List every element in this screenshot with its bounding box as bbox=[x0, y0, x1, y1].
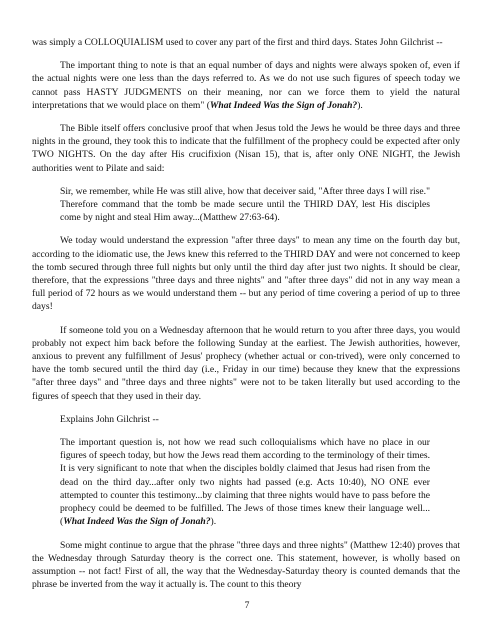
paragraph-gilchrist-quote-end bbox=[32, 59, 460, 112]
paragraph-intro: was simply a COLLOQUIALISM used to cover any part of the first and third days. States John Gilchrist -- bbox=[32, 37, 443, 48]
quote-text: The important question is, not how we read such colloquialisms which have no place in our figures of speech today, but how the Jews read them according to the terminology of their times. It is very significant to note that when the disciples boldly claimed that Jesus had risen from the dead on the third day...after only two nights had passed (e.g. Acts 10:40), NO ONE ever attempted to counter this testimony...by claiming that three nights would have to pass before the prophecy could be deemed to be fulfilled. The Jews of those times knew their language well...( bbox=[60, 437, 430, 528]
paragraph-wednesday-saturday-theory: Some might continue to argue that the phrase "three days and three nights" (Matthew 12:40) proves that the Wednesday through Saturday theory is the correct one. This statement, however, is wholly based on assumption -- not fact! First of all, the way that the Wednesday-Saturday theory is counted demands that the phrase be inverted from the way it actually is. The count to this theory bbox=[32, 539, 460, 591]
page-number: 7 bbox=[244, 600, 250, 611]
paragraph-after-three-days: We today would understand the expression "after three days" to mean any time on the fourth day but, according to the idiomatic use, the Jews knew this referred to the THIRD DAY and were not concerned to keep the tomb secured through three full nights but only until the third day after just two nights. It should be clear, therefore, that the expressions "three days and three nights" and "after three days" did not in any way mean a full period of 72 hours as we would understand them -- but any period of time covering a period of up to three days! bbox=[32, 235, 460, 313]
block-quote-gilchrist bbox=[60, 436, 430, 528]
paragraph-wednesday-example: If someone told you on a Wednesday afternoon that he would return to you after three days, you would probably not expect him back before the following Sunday at the earliest. The Jewish authorities, however, anxious to prevent any fulfillment of Jesus' prophecy (whether actual or con-trived), were only concerned to have the tomb secured until the third day (i.e., Friday in our time) because they knew that the expressions "after three days" and "three days and three nights" were not to be taken literally but used according to the figures of speech that they used in their day. bbox=[32, 324, 460, 402]
citation-closing: ). bbox=[210, 516, 217, 528]
block-quote-matthew: Sir, we remember, while He was still alive, how that deceiver said, "After three days I will rise." Therefore command that the tomb be made secure until the THIRD DAY, lest His disciples come by night and steal Him away...(Matthew 27:63-64). bbox=[60, 185, 430, 224]
document-page bbox=[32, 36, 460, 601]
citation-title: What Indeed Was the Sign of Jonah? bbox=[209, 99, 358, 111]
paragraph-bible-proof: The Bible itself offers conclusive proof that when Jesus told the Jews he would be three days and three nights in the ground, they took this to indicate that the fulfillment of the prophecy could be expected after only TWO NIGHTS. On the day after His crucifixion (Nisan 15), that is, after only ONE NIGHT, the Jewish authorities went to Pilate and said: bbox=[32, 123, 460, 174]
paragraph-explains-gilchrist: Explains John Gilchrist -- bbox=[60, 413, 159, 425]
citation-closing: ). bbox=[357, 99, 363, 111]
paragraph-text: The important thing to note is that an equal number of days and nights were always spoken of, even if the actual nights were one less than the days referred to. As we do not use such figures of speech today we cannot pass HASTY JUDGMENTS on their meaning, nor can we force them to yield the natural interpretations that we would place on them" ( bbox=[32, 60, 460, 111]
citation-title: What Indeed Was the Sign of Jonah? bbox=[63, 516, 211, 528]
